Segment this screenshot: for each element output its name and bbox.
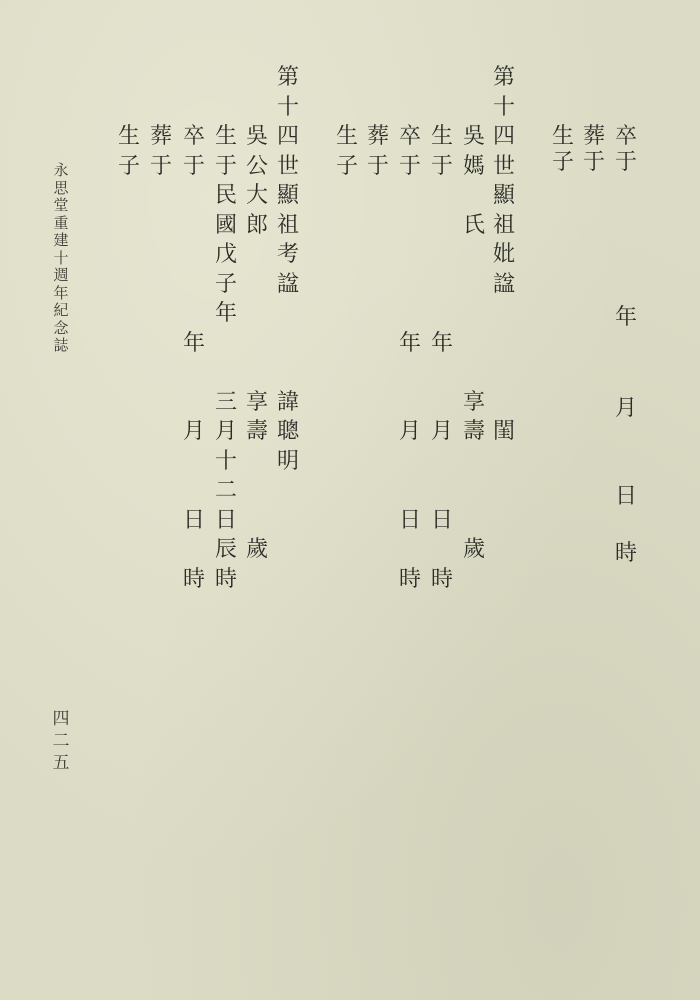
vertical-char: 時 [182,566,205,592]
vertical-char: 第 [492,65,515,90]
vertical-char: 歲 [462,537,485,562]
vertical-char: 月 [430,419,453,444]
header-char: 堂 [53,196,69,214]
vertical-char: 壽 [245,419,268,444]
vertical-char: 子 [214,271,237,297]
vertical-char: 諡 [492,271,515,297]
vertical-char: 諱 [276,389,299,415]
vertical-char: 月 [214,419,237,444]
text-year: 年 [614,305,637,330]
vertical-char: 卒 [398,124,421,149]
page-number-char: 二 [52,731,70,751]
vertical-char: 日 [430,507,453,533]
vertical-char: 時 [430,566,453,592]
vertical-char: 于 [366,153,389,179]
vertical-char: 日 [182,507,205,533]
vertical-char: 戊 [214,242,237,267]
vertical-char: 月 [182,419,205,444]
vertical-char: 吳 [245,124,268,149]
vertical-char: 享 [462,389,485,415]
header-char: 重 [53,213,69,232]
text-death-label: 于 [614,150,637,175]
header-char: 誌 [53,336,69,354]
vertical-char: 大 [245,183,268,208]
vertical-char: 時 [214,566,237,592]
page-number-char: 五 [52,753,70,773]
vertical-char: 顯 [276,183,299,208]
vertical-char: 于 [398,153,421,179]
vertical-char: 明 [276,448,299,474]
text-death-label: 卒 [614,124,637,149]
vertical-char: 考 [276,242,299,267]
header-char: 年 [53,283,69,302]
vertical-char: 閨 [492,419,515,444]
vertical-char: 諡 [276,271,299,297]
header-char: 永 [53,161,69,179]
vertical-char: 月 [398,419,421,444]
vertical-char: 日 [214,507,237,533]
vertical-char: 十 [276,94,299,120]
vertical-char: 妣 [492,242,515,267]
vertical-char: 年 [430,330,453,356]
vertical-char: 生 [335,124,358,149]
vertical-char: 祖 [492,212,515,238]
vertical-char: 氏 [462,212,485,238]
header-char: 建 [53,231,69,249]
vertical-char: 卒 [182,124,205,149]
vertical-char: 生 [117,124,140,149]
page-header [50,162,72,355]
vertical-char: 郎 [245,212,268,238]
text-hour: 時 [614,541,637,566]
vertical-char: 國 [214,212,237,238]
vertical-char: 吳 [462,124,485,149]
vertical-char: 時 [398,566,421,592]
vertical-char: 生 [430,124,453,149]
page-number [49,708,73,774]
vertical-char: 年 [214,301,237,326]
vertical-char: 生 [214,124,237,149]
vertical-char: 公 [245,153,268,179]
vertical-char: 年 [398,330,421,356]
vertical-char: 第 [276,65,299,90]
header-char: 念 [53,318,69,337]
vertical-char: 四 [276,124,299,149]
header-char: 十 [53,248,69,267]
header-char: 週 [53,266,69,284]
vertical-char: 十 [214,448,237,474]
vertical-char: 于 [149,153,172,179]
text-burial-label: 于 [582,150,605,175]
page-number-char: 四 [52,709,70,729]
vertical-char: 于 [430,153,453,179]
vertical-char: 聰 [276,419,299,444]
text-month: 月 [614,396,637,421]
text-burial-label: 葬 [582,124,605,149]
text-day: 日 [614,484,637,509]
vertical-char: 年 [182,330,205,356]
vertical-char: 子 [335,153,358,179]
vertical-char: 于 [214,153,237,179]
vertical-char: 于 [182,153,205,179]
vertical-char: 民 [214,183,237,208]
vertical-char: 四 [492,124,515,149]
vertical-char: 三 [214,389,237,415]
vertical-char: 二 [214,478,237,503]
vertical-char: 壽 [462,419,485,444]
vertical-char: 葬 [149,124,172,149]
text-children-label: 生 [551,124,574,149]
vertical-char: 享 [245,389,268,415]
vertical-char: 世 [492,153,515,179]
vertical-char: 歲 [245,537,268,562]
vertical-char: 日 [398,507,421,533]
vertical-char: 辰 [214,537,237,562]
vertical-char: 媽 [462,153,485,179]
vertical-char: 世 [276,153,299,179]
vertical-char: 祖 [276,212,299,238]
vertical-char: 十 [492,94,515,120]
vertical-char: 子 [117,153,140,179]
vertical-char: 葬 [366,124,389,149]
header-char: 紀 [53,301,69,319]
vertical-char: 顯 [492,183,515,208]
text-children-label: 子 [551,150,574,175]
header-char: 思 [53,178,69,197]
